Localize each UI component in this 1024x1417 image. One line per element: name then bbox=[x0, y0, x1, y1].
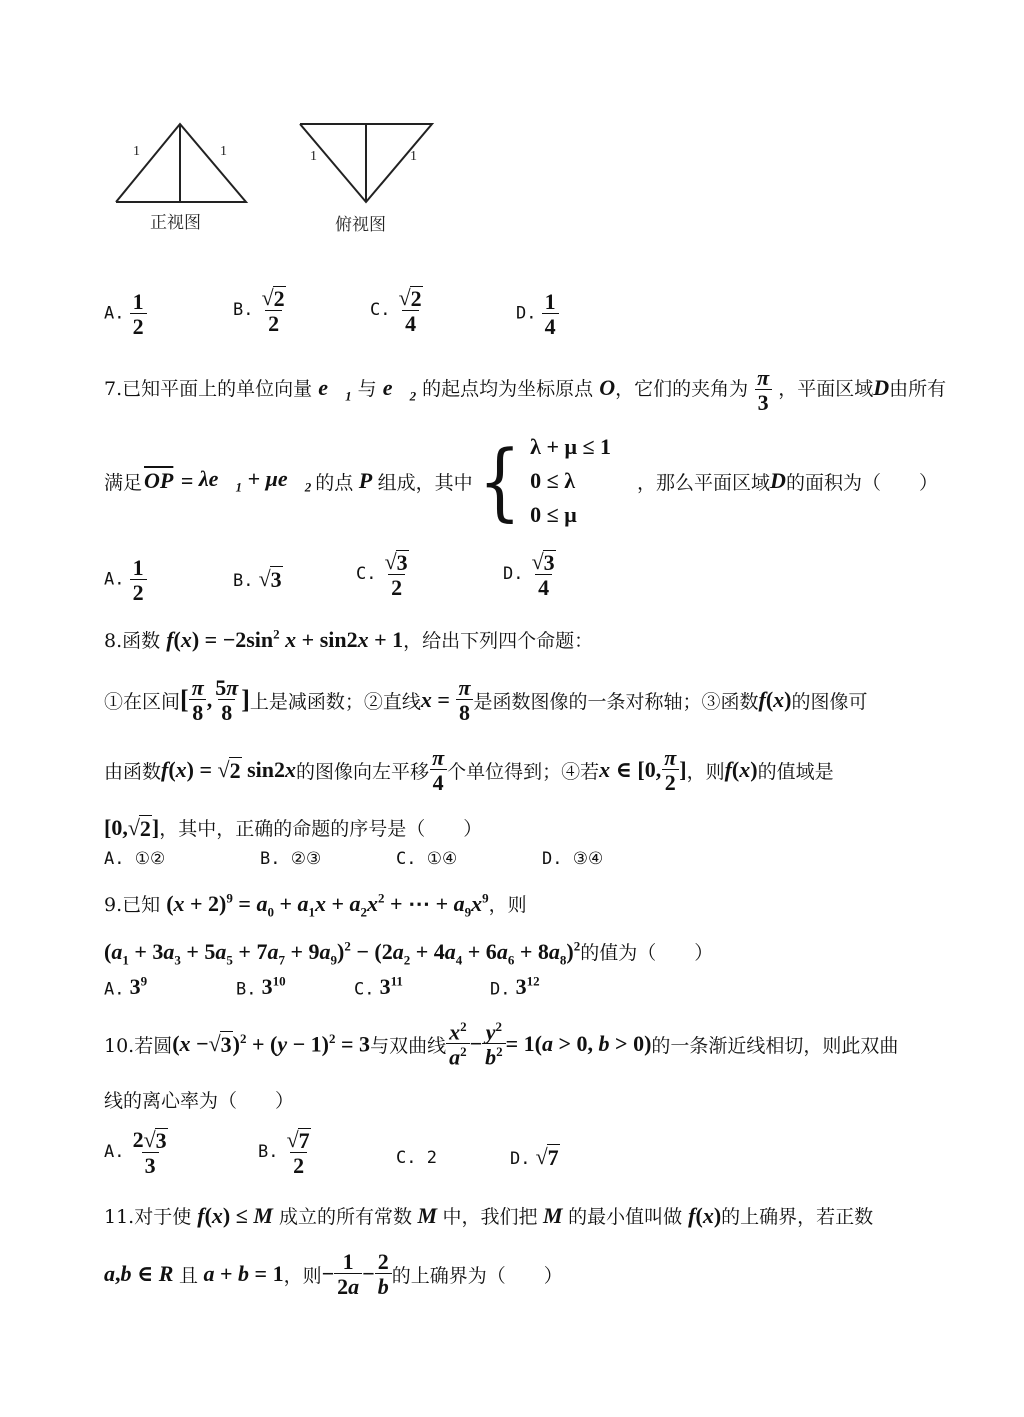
top-view-edge-left: 1 bbox=[310, 149, 317, 164]
q9-option-a[interactable]: A. $3^9$ bbox=[104, 974, 148, 1000]
q7-option-c[interactable]: C. √ 3 2 bbox=[356, 549, 408, 601]
q11-line-1: 11.对于使 f(x) ≤ M 成立的所有常数 M 中，我们把 M 的最小值叫做 f(x)的上确界，若正数 bbox=[104, 1203, 874, 1228]
q8-option-a[interactable]: A. ①② bbox=[104, 849, 166, 869]
q8-line-3: 由函数 f(x) = √ 2 sin2x 的图像向左平移 $\frac{\pi}{4}$ 个单位得到；④若 x ∈ [0, $\frac{\pi}{2}$ ] ，则 f(x) 的值域是 bbox=[104, 745, 834, 796]
q7-option-d[interactable]: D. √ 3 4 bbox=[503, 549, 555, 601]
q10-line-2: 线的离心率为（ ） bbox=[104, 1090, 295, 1112]
q6-a-fraction: $\frac{1}{2}$ bbox=[130, 290, 147, 338]
q7-constraint-system: { λ + μ ≤ 1 0 ≤ λ 0 ≤ μ bbox=[478, 432, 612, 530]
q8-line-4: [0, √ 2 ]，其中，正确的命题的序号是（ ） bbox=[104, 815, 483, 841]
top-view-edge-right: 1 bbox=[410, 149, 417, 164]
q6-option-c[interactable]: C. √ 2 4 bbox=[370, 286, 426, 335]
q7-line-1: 7.已知平面上的单位向量 $e⃗_1$ 与 $e⃗_2$ 的起点均为坐标原点 O，它们的夹角为 $\frac{\pi}{3}$ ，平面区域D由所有 bbox=[104, 365, 947, 416]
q9-option-d[interactable]: D. $3^{12}$ bbox=[490, 974, 540, 1000]
front-view-drawing bbox=[116, 124, 246, 202]
front-view-edge-right: 1 bbox=[220, 144, 227, 159]
q8-line-1: 8.函数 $f(x) = -2\sin^2$ x + sin2x + 1，给出下列四个命题： bbox=[104, 626, 594, 652]
q7-option-a[interactable]: A. $\frac{1}{2}$ bbox=[104, 556, 147, 604]
q8-option-d[interactable]: D. ③④ bbox=[542, 849, 604, 869]
front-view-edge-left: 1 bbox=[133, 144, 140, 159]
q8-option-b[interactable]: B. ②③ bbox=[260, 849, 322, 869]
front-view-label: 正视图 bbox=[150, 213, 201, 233]
q10-option-c[interactable]: C. 2 bbox=[396, 1148, 437, 1168]
q9-line-2: $(a_1 + 3a_3 + 5a_5 + 7a_7 + 9a_9)^2 - (2a_2 + 4a_4 + 6a_6 + 8a_8)^2$的值为（ ） bbox=[104, 938, 714, 968]
top-view-label: 俯视图 bbox=[335, 215, 386, 235]
q8-line-2: ①在区间 [ $\frac{\pi}{8}$ , $\frac{5\pi}{8}$ ] 上是减函数；②直线 x = $\frac{\pi}{8}$ 是函数图像的一条对称轴；③函数 f(x) 的图像可 bbox=[104, 675, 868, 726]
q7-line-2: 满足 $\overline{OP}$ = $\lambda e⃗_1$ + $\mu e⃗_2$ 的点 P 组成，其中 { λ + μ ≤ 1 0 ≤ λ 0 ≤ μ ，那么平面区域 D 的面积为（ ） bbox=[104, 432, 938, 530]
q7-option-b[interactable]: B. √ 3 bbox=[233, 566, 282, 592]
q10-option-a[interactable]: A. 2 √ 3 3 bbox=[104, 1127, 167, 1179]
q9-option-b[interactable]: B. $3^{10}$ bbox=[236, 974, 286, 1000]
q6-c-fraction: √ 2 4 bbox=[398, 285, 422, 337]
q10-line-1: 10.若圆 (x − √ 3 )$^2 + (y - 1)^2 = 3$ 与双曲线 $\frac{x^2}{a^2}$ − $\frac{y^2}{b^2}$ = 1(a > 0, b > 0) 的一条渐近线相切，则此双曲 bbox=[104, 1019, 899, 1070]
q6-b-fraction: √ 2 2 bbox=[261, 285, 285, 337]
q6-d-fraction: $\frac{1}{4}$ bbox=[542, 290, 559, 338]
q8-option-c[interactable]: C. ①④ bbox=[396, 849, 458, 869]
q6-option-b[interactable]: B. √ 2 2 bbox=[233, 286, 289, 335]
q11-line-2: a,b ∈ R 且 a + b = 1 ，则 − $\frac{1}{2a}$ − $\frac{2}{b}$ 的上确界为（ ） bbox=[104, 1249, 563, 1300]
q6-option-d[interactable]: D. $\frac{1}{4}$ bbox=[516, 290, 559, 338]
q10-option-d[interactable]: D. √ 7 bbox=[510, 1144, 559, 1170]
three-view-figure bbox=[100, 110, 460, 260]
q10-option-b[interactable]: B. √ 7 2 bbox=[258, 1127, 310, 1179]
q6-option-a[interactable]: A. $\frac{1}{2}$ bbox=[104, 290, 147, 338]
q9-option-c[interactable]: C. $3^{11}$ bbox=[354, 974, 403, 1000]
q9-line-1: 9.已知 $(x + 2)^9 = a_0 + a_1x + a_2x^2$ + ⋯ + $a_9x^9$，则 bbox=[104, 890, 527, 920]
